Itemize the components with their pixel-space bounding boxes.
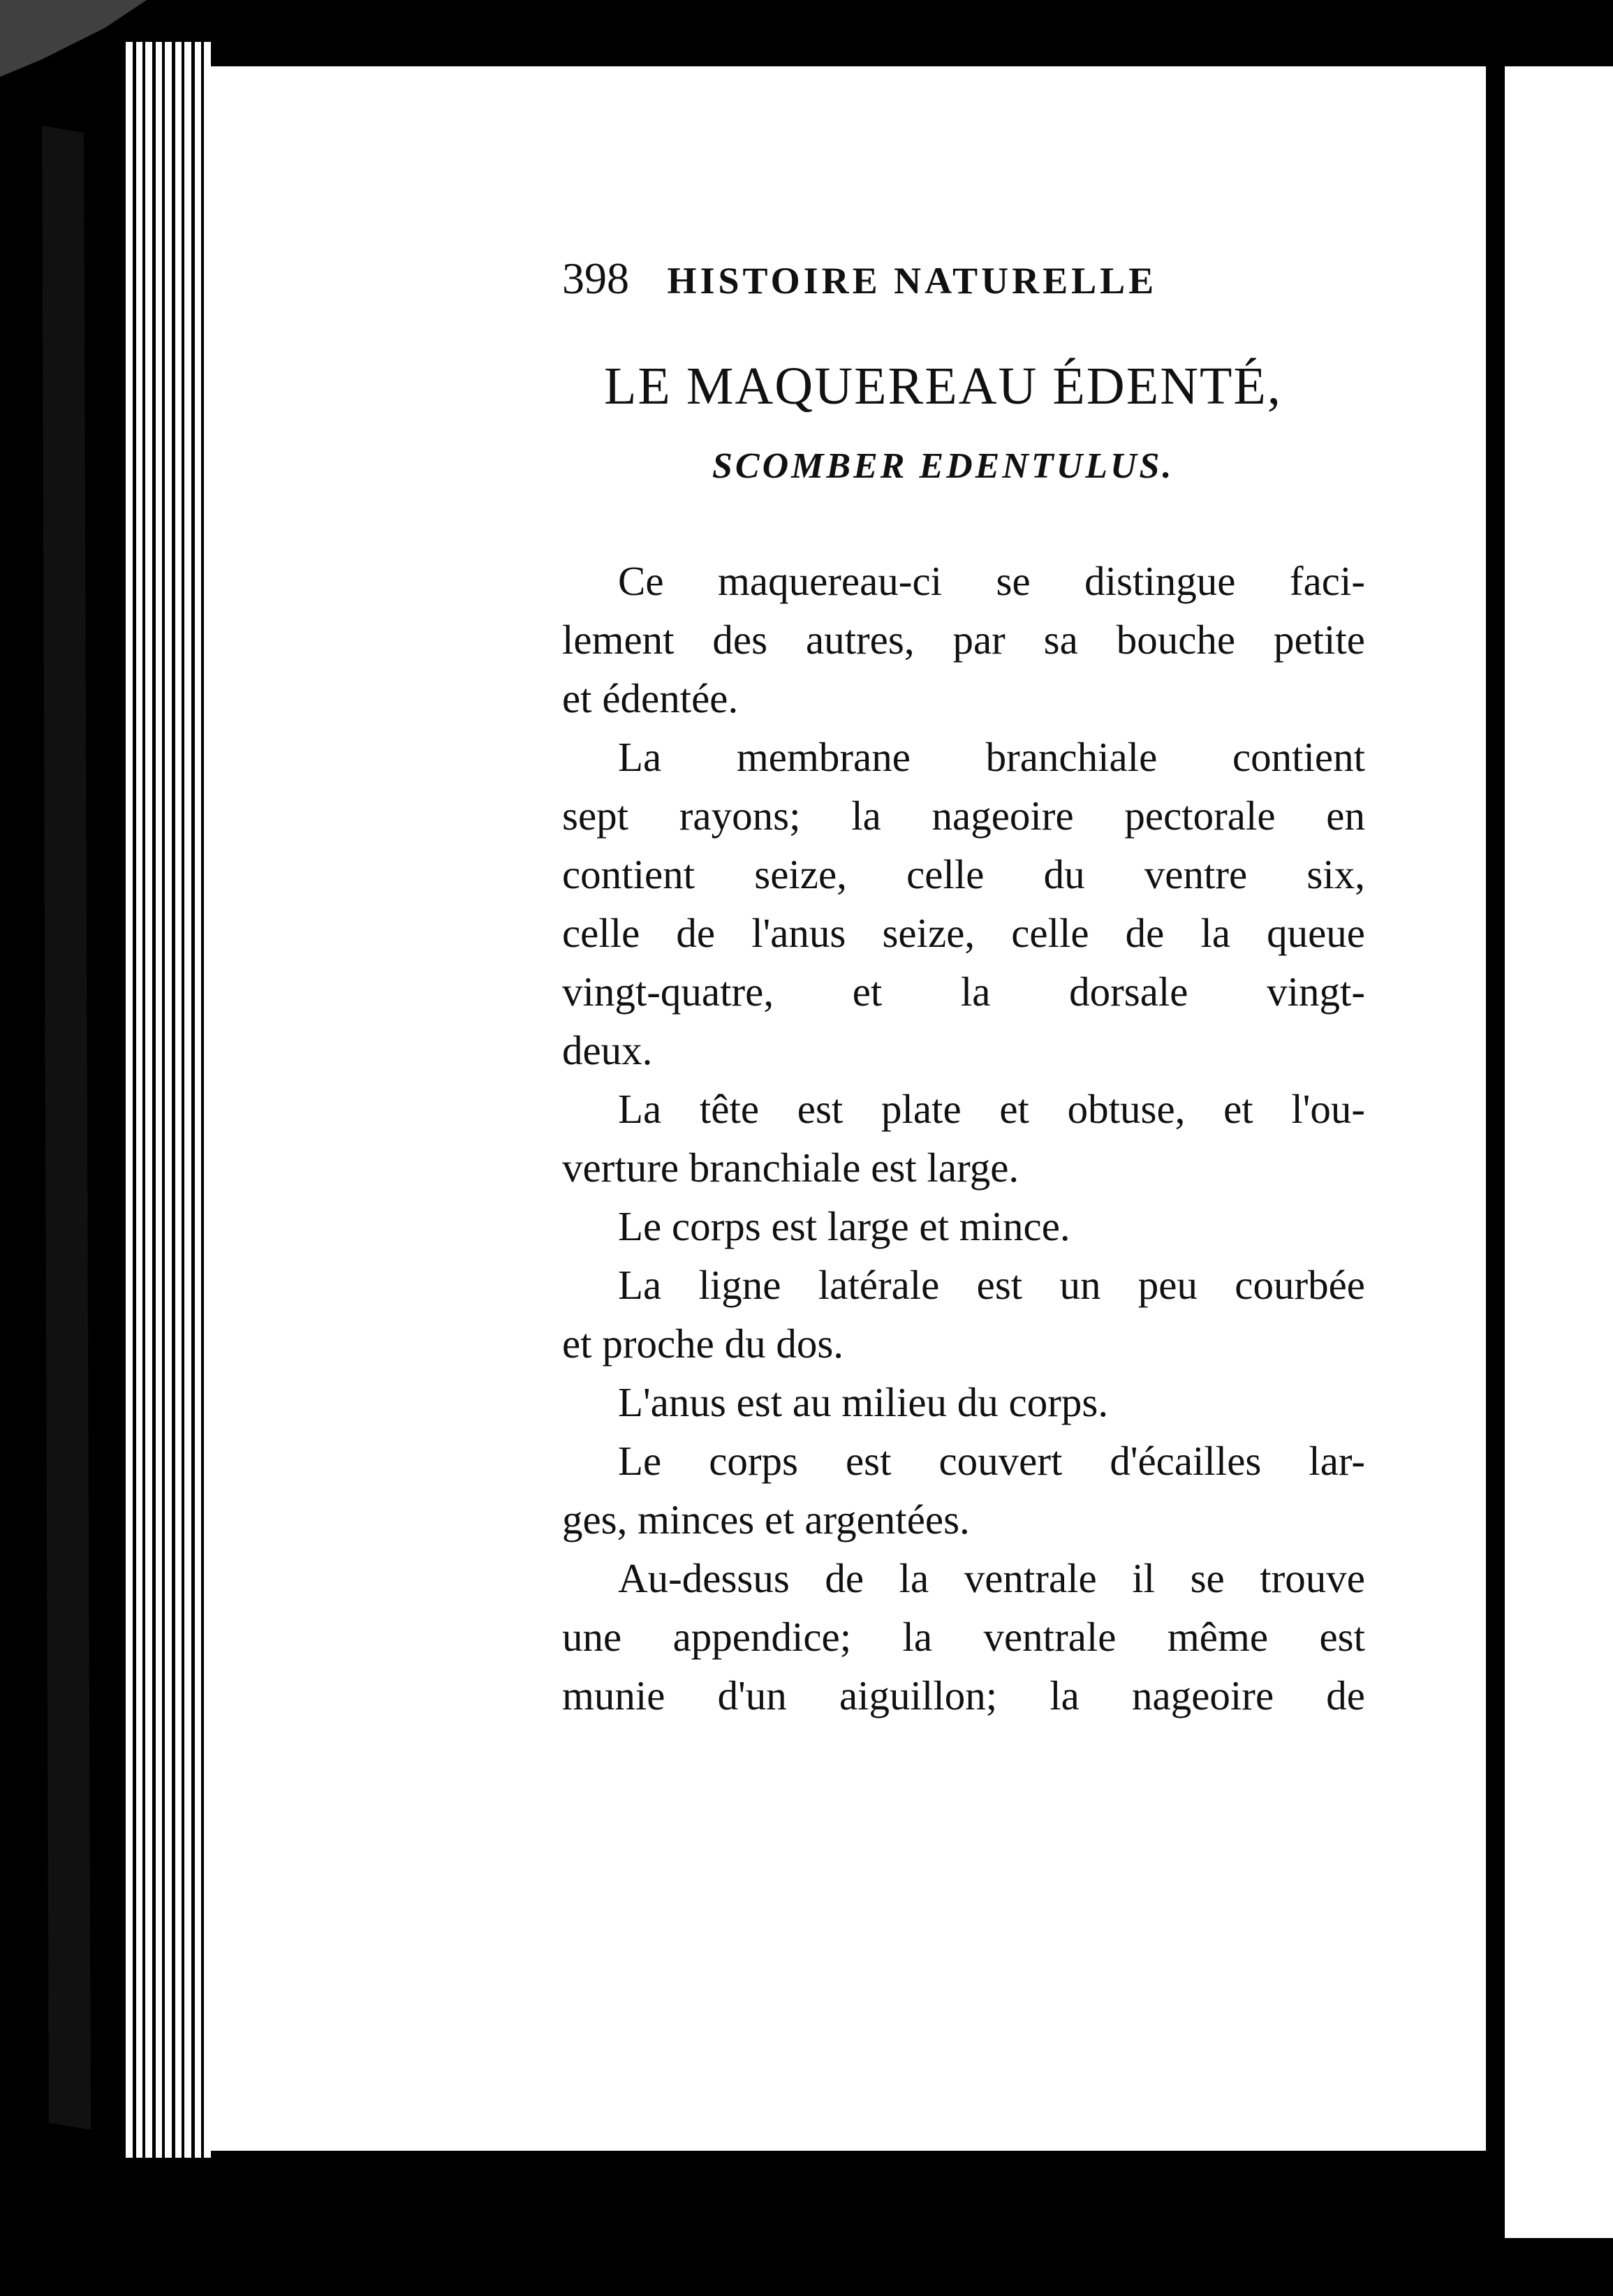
article-title: LE MAQUEREAU ÉDENTÉ, <box>604 357 1282 415</box>
text-line: deux. <box>562 1027 653 1073</box>
text-line: une appendice; la ventrale même est <box>562 1614 1365 1660</box>
text-line: Le corps est couvert d'écailles lar- <box>618 1438 1365 1484</box>
facing-page-edge <box>1505 66 1613 2238</box>
text-line: lement des autres, par sa bouche petite <box>562 617 1365 663</box>
text-line: La tête est plate et obtuse, et l'ou- <box>618 1086 1365 1132</box>
page-edges-left <box>126 42 213 2158</box>
article-subtitle: SCOMBER EDENTULUS. <box>712 446 1174 486</box>
text-line: ges, minces et argentées. <box>562 1496 970 1543</box>
text-line: verture branchiale est large. <box>562 1145 1019 1191</box>
text-line: vingt-quatre, et la dorsale vingt- <box>562 969 1365 1015</box>
running-title: HISTOIRE NATURELLE <box>667 260 1158 302</box>
text-line: Ce maquereau-ci se distingue faci- <box>618 558 1365 604</box>
text-line: La membrane branchiale contient <box>618 734 1365 780</box>
text-line: La ligne latérale est un peu courbée <box>618 1262 1365 1308</box>
text-line: et proche du dos. <box>562 1320 844 1367</box>
text-line: munie d'un aiguillon; la nageoire de <box>562 1672 1365 1719</box>
page-gutter-shadow <box>1486 63 1497 2269</box>
text-line: contient seize, celle du ventre six, <box>562 851 1365 897</box>
text-line: Au-dessus de la ventrale il se trouve <box>618 1555 1365 1601</box>
page-number: 398 <box>562 253 629 303</box>
running-head <box>562 253 1157 304</box>
text-line: celle de l'anus seize, celle de la queue <box>562 910 1365 956</box>
body-text <box>562 552 1365 1725</box>
text-line: L'anus est au milieu du corps. <box>618 1379 1109 1425</box>
text-line: sept rayons; la nageoire pectorale en <box>562 793 1365 839</box>
text-line: Le corps est large et mince. <box>618 1203 1070 1249</box>
text-line: et édentée. <box>562 675 739 721</box>
